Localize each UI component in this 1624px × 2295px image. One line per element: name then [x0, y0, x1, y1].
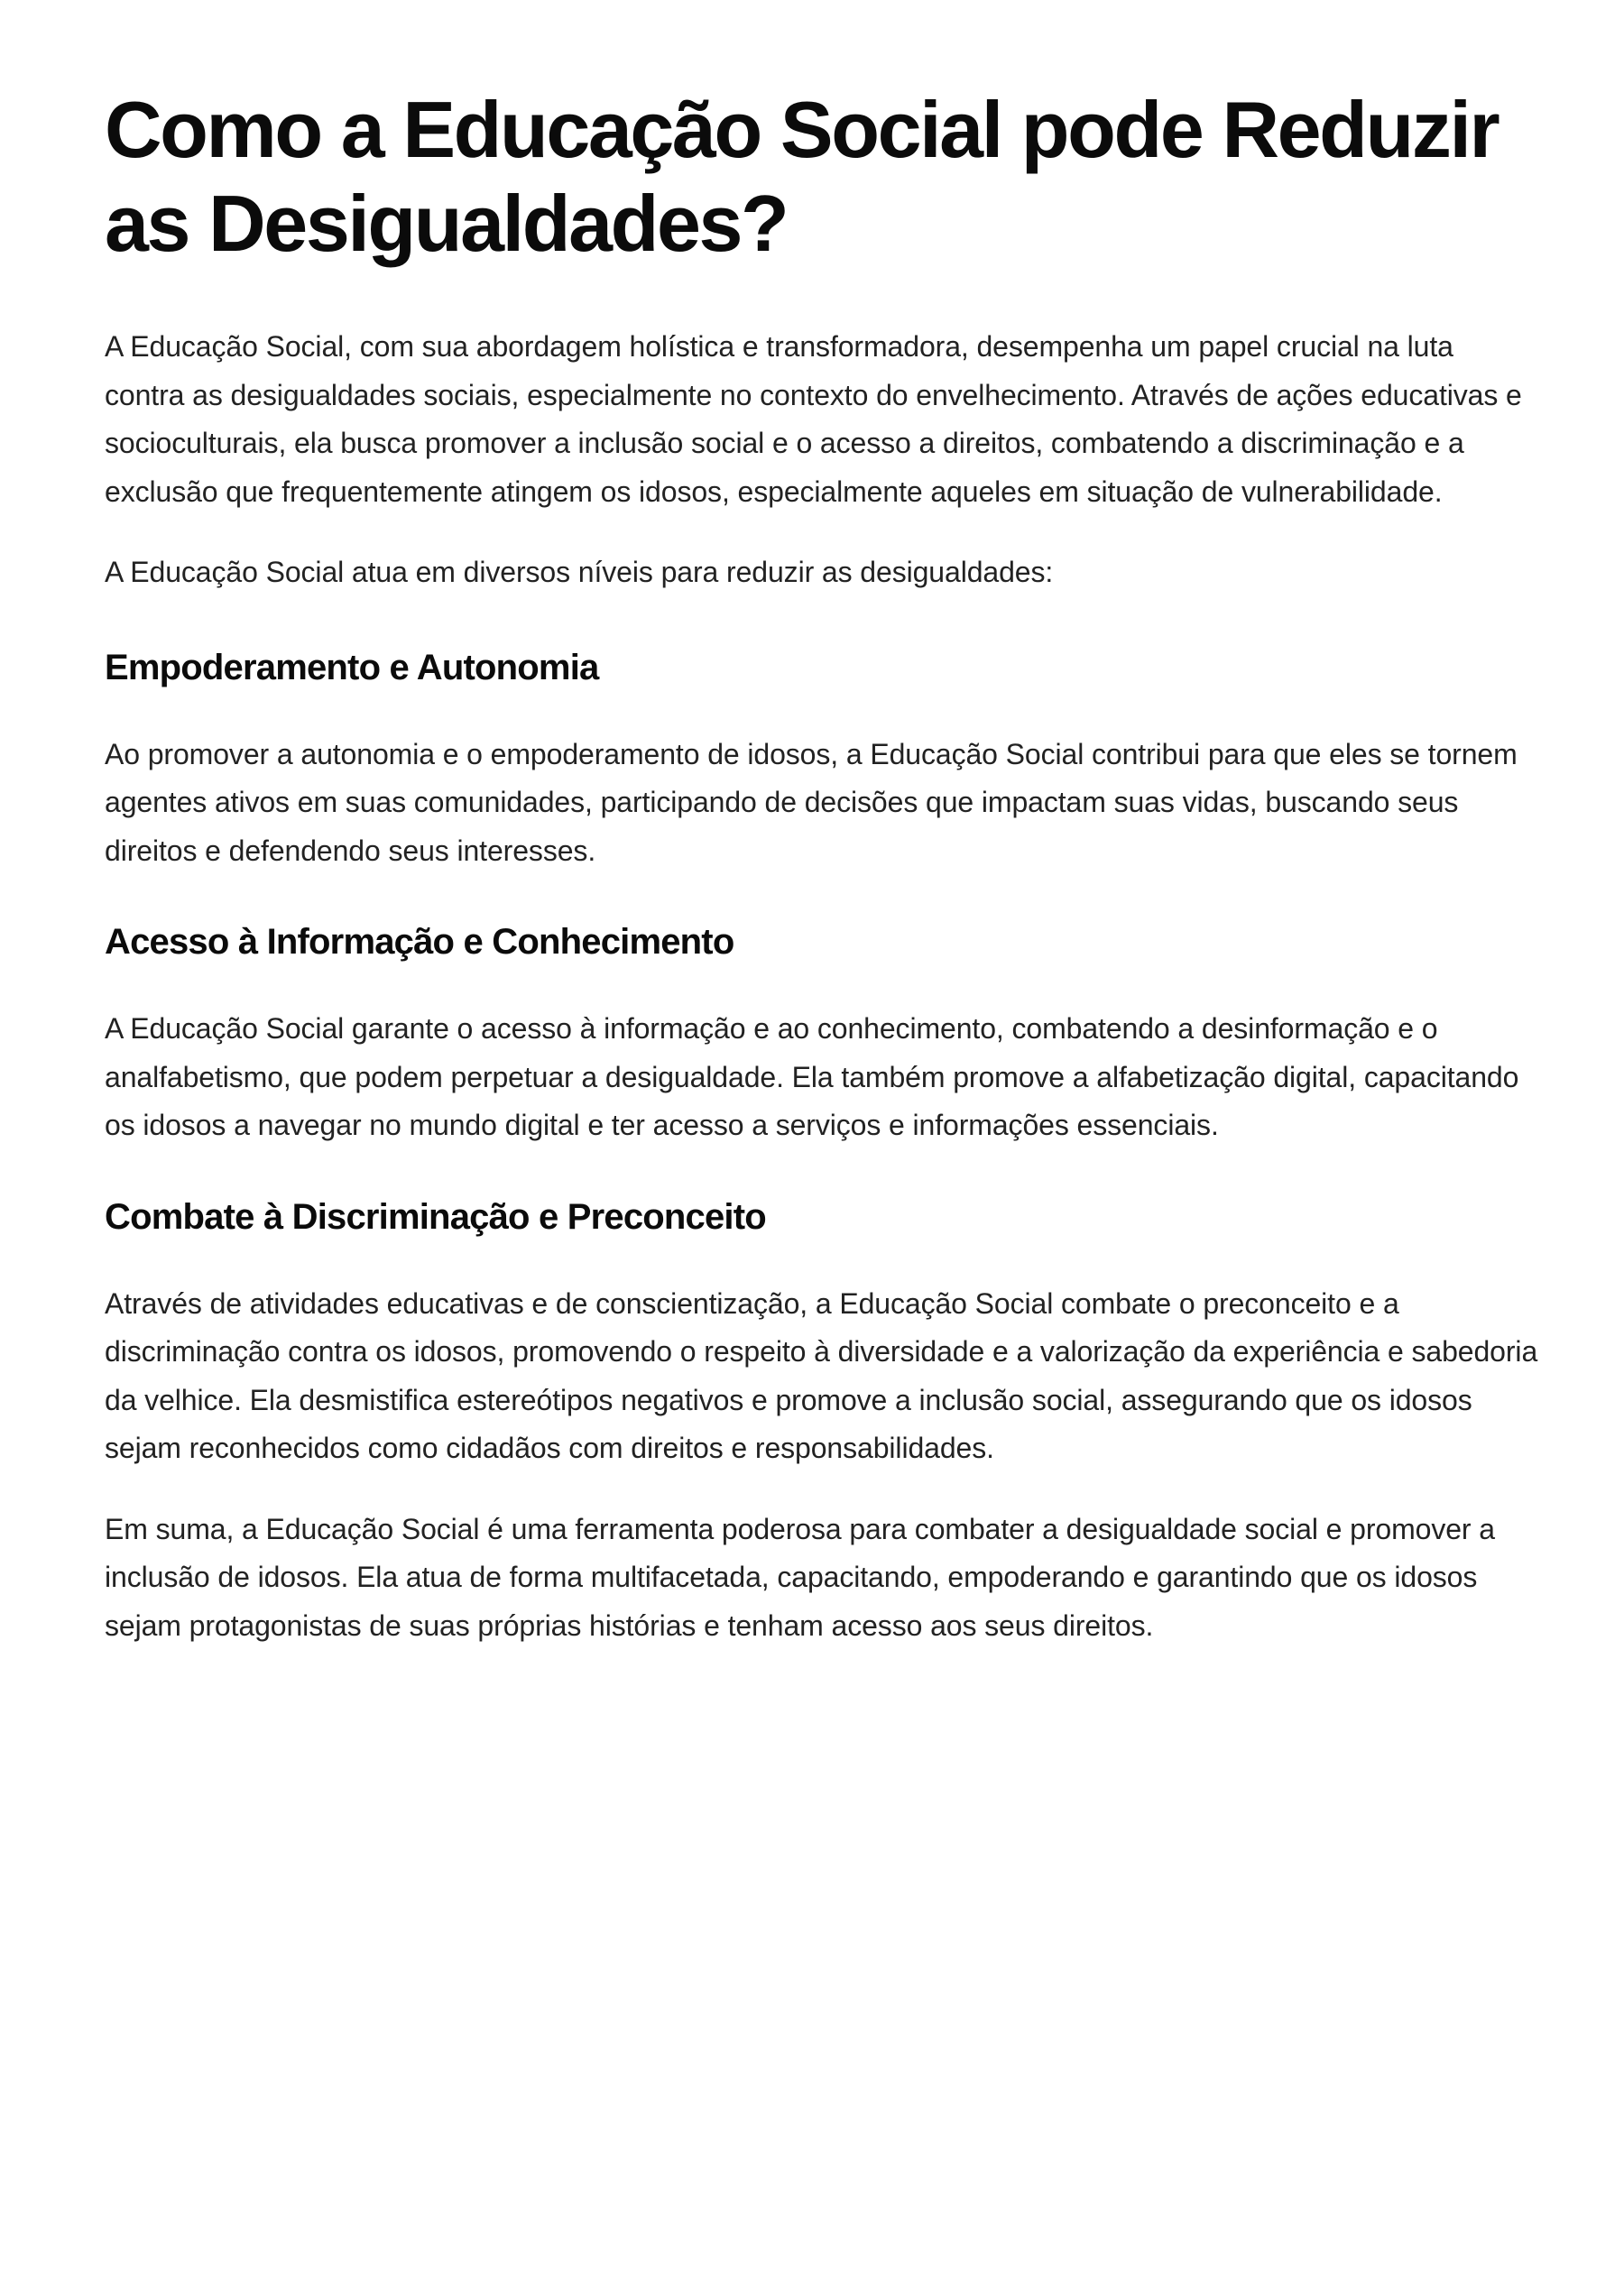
summary-paragraph: Em suma, a Educação Social é uma ferramenta poderosa para combater a desigualdade social e promover a inclusão de idosos. Ela atua de forma multifacetada, capacitando, empoderando e garantindo que os idosos sejam protagonistas de suas próprias histórias e tenham acesso aos seus direitos.: [105, 1512, 1495, 1642]
section-body-empoderamento: Ao promover a autonomia e o empoderamento de idosos, a Educação Social contribui para que eles se tornem agentes ativos em suas comunidades, participando de decisões que impactam suas vidas, buscando seus direitos e defendendo seus interesses.: [105, 737, 1518, 867]
document-page: [105, 83, 1539, 1650]
section-body-acesso-informacao: A Educação Social garante o acesso à informação e ao conhecimento, combatendo a desinformação e o analfabetismo, que podem perpetuar a desigualdade. Ela também promove a alfabetização digital, capacitando os idosos a navegar no mundo digital e ter acesso a serviços e informações essenciais.: [105, 1012, 1519, 1141]
section-body-combate-discriminacao: Através de atividades educativas e de conscientização, a Educação Social combate o preconceito e a discriminação contra os idosos, promovendo o respeito à diversidade e a valorização da experiência e sabedoria da velhice. Ela desmistifica estereótipos negativos e promove a inclusão social, assegurando que os idosos sejam reconhecidos como cidadãos com direitos e responsabilidades.: [105, 1286, 1538, 1464]
section-heading-acesso-informacao: Acesso à Informação e Conhecimento: [105, 922, 734, 962]
section-heading-combate-discriminacao: Combate à Discriminação e Preconceito: [105, 1196, 766, 1237]
page-title: Como a Educação Social pode Reduzir as Desigualdades?: [105, 85, 1499, 268]
intro-paragraph: A Educação Social, com sua abordagem holística e transformadora, desempenha um papel crucial na luta contra as desigualdades sociais, especialmente no contexto do envelhecimento. Através de ações educativas e socioculturais, ela busca promover a inclusão social e o acesso a direitos, combatendo a discriminação e a exclusão que frequentemente atingem os idosos, especialmente aqueles em situação de vulnerabilidade.: [105, 330, 1522, 508]
section-heading-empoderamento: Empoderamento e Autonomia: [105, 647, 599, 687]
lead-paragraph: A Educação Social atua em diversos níveis para reduzir as desigualdades:: [105, 556, 1054, 588]
